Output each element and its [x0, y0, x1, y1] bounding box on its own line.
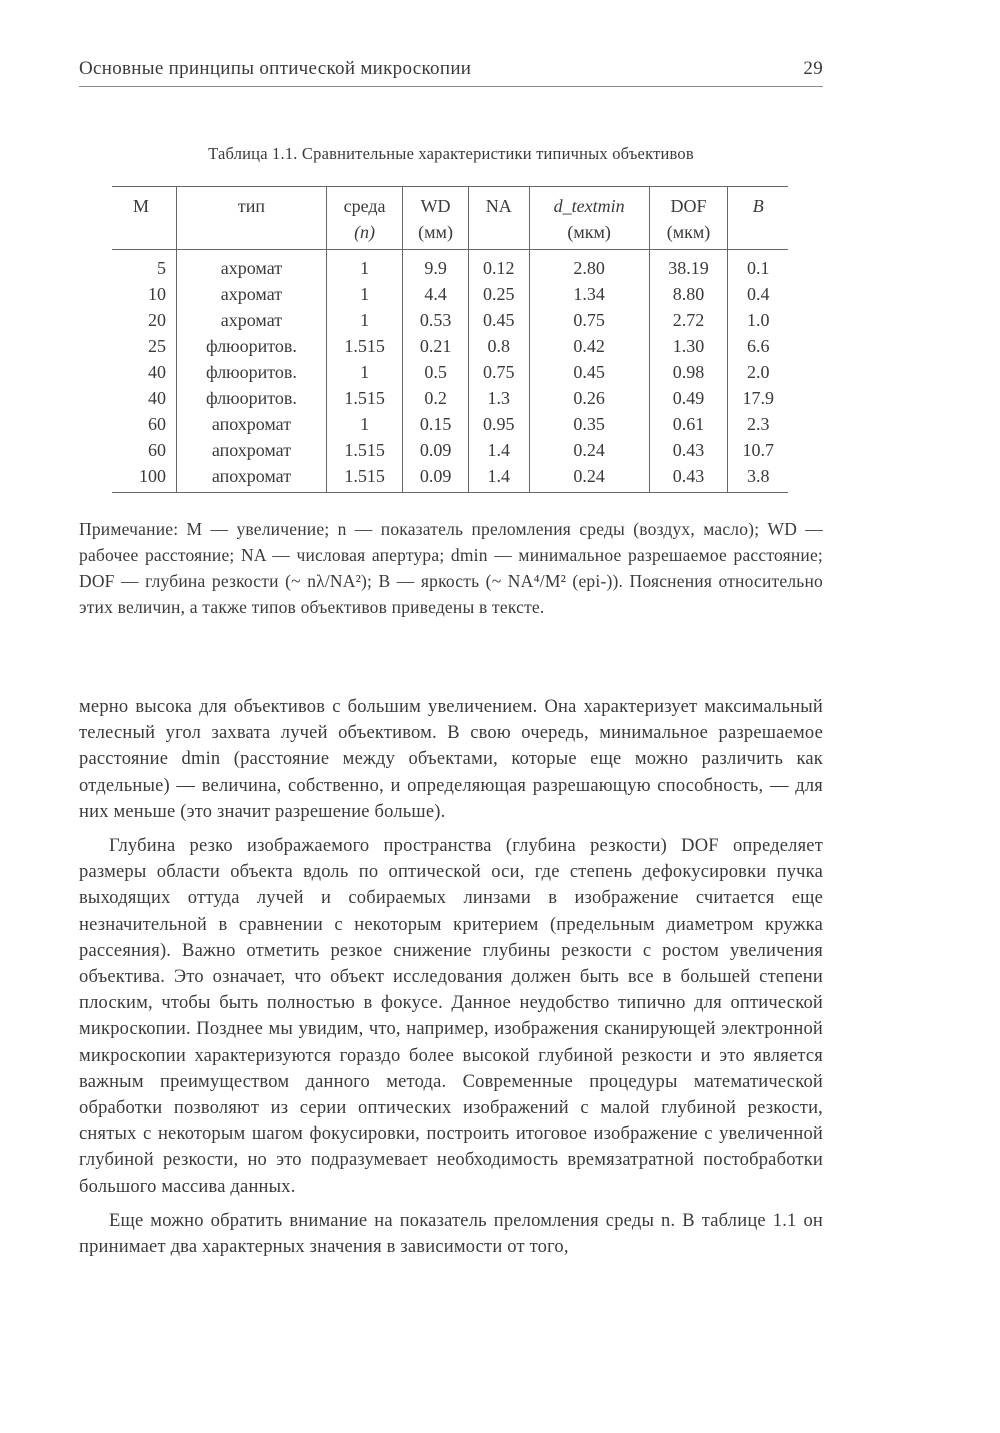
- cell-wd: 9.9: [403, 250, 469, 282]
- paragraph-2: Глубина резко изображаемого пространства (глубина резкости) DOF определяет размеры области объекта вдоль по оптической оси, где степень дефокусировки пучка выходящих оттуда лучей и собираемых линзами в изображение считается еще незначительной в сравнении с некоторым критерием (предельным диаметром кружка рассеяния). Важно отметить резкое снижение глубины резкости с ростом увеличения объектива. Это означает, что объект исследования должен быть все в большей степени плоским, чтобы быть полностью в фокусе. Данное неудобство типично для оптической микроскопии. Позднее мы увидим, что, например, изображения сканирующей электронной микроскопии характеризуются гораздо более высокой глубиной резкости и это является важным преимуществом данного метода. Современные процедуры математической обработки позволяют из серии оптических изображений с малой глубиной резкости, снятых с некоторым шагом фокусировки, построить итоговое изображение с увеличенной глубиной резкости, но это подразумевает необходимость времязатратной постобработки большого массива данных.: [79, 836, 823, 1197]
- cell-magnification: 60: [148, 414, 166, 434]
- cell-na: 0.45: [468, 307, 529, 333]
- cell-type: апохромат: [177, 411, 327, 437]
- running-head: [79, 58, 823, 80]
- cell-brightness: 2.0: [728, 359, 788, 385]
- table-row: [112, 437, 788, 463]
- cell-dmin: 0.26: [529, 385, 649, 411]
- cell-dmin: 0.24: [529, 463, 649, 493]
- cell-magnification: 10: [148, 284, 166, 304]
- cell-dmin: 0.42: [529, 333, 649, 359]
- running-head-title: Основные принципы оптической микроскопии: [79, 58, 472, 79]
- cell-na: 0.25: [468, 281, 529, 307]
- cell-wd: 0.2: [403, 385, 469, 411]
- table-header-row: [112, 187, 788, 250]
- table-row: [112, 281, 788, 307]
- cell-na: 1.3: [468, 385, 529, 411]
- cell-medium: 1.515: [326, 437, 402, 463]
- cell-na: 0.95: [468, 411, 529, 437]
- cell-brightness: 3.8: [728, 463, 788, 493]
- cell-brightness: 0.1: [728, 250, 788, 282]
- cell-magnification: 40: [148, 388, 166, 408]
- col-header-dof: DOF (мкм): [649, 187, 728, 250]
- table-caption: Таблица 1.1. Сравнительные характеристики типичных объективов: [208, 144, 694, 163]
- cell-brightness: 0.4: [728, 281, 788, 307]
- cell-dof: 0.61: [649, 411, 728, 437]
- cell-wd: 0.09: [403, 463, 469, 493]
- col-header-brightness: B: [728, 187, 788, 250]
- col-header-wd: WD (мм): [403, 187, 469, 250]
- cell-type: апохромат: [177, 463, 327, 493]
- cell-magnification: 40: [148, 362, 166, 382]
- cell-dof: 1.30: [649, 333, 728, 359]
- col-header-medium: среда (n): [326, 187, 402, 250]
- cell-dof: 38.19: [649, 250, 728, 282]
- header-rule: [79, 86, 823, 87]
- table-row: [112, 463, 788, 493]
- body-text: [79, 694, 823, 1268]
- cell-dof: 8.80: [649, 281, 728, 307]
- cell-wd: 0.15: [403, 411, 469, 437]
- cell-medium: 1: [326, 250, 402, 282]
- cell-dmin: 0.75: [529, 307, 649, 333]
- cell-brightness: 2.3: [728, 411, 788, 437]
- paragraph-3: Еще можно обратить внимание на показатель преломления среды n. В таблице 1.1 он принимает два характерных значения в зависимости от того,: [79, 1210, 823, 1258]
- col-header-magnification: M: [112, 187, 177, 250]
- cell-medium: 1: [326, 307, 402, 333]
- cell-medium: 1.515: [326, 385, 402, 411]
- cell-na: 0.8: [468, 333, 529, 359]
- paragraph-1: мерно высока для объективов с большим увеличением. Она характеризует максимальный телесный угол захвата лучей объективом. В свою очередь, минимальное разрешаемое расстояние dmin (расстояние между объектами, которые еще можно различить как отдельные) — величина, собственно, и определяющая разрешающую способность, — для них меньше (это значит разрешение больше).: [79, 697, 823, 822]
- cell-na: 1.4: [468, 437, 529, 463]
- cell-brightness: 1.0: [728, 307, 788, 333]
- cell-brightness: 10.7: [728, 437, 788, 463]
- table-row: [112, 359, 788, 385]
- page-number: 29: [803, 58, 823, 79]
- cell-dof: 2.72: [649, 307, 728, 333]
- cell-type: флюоритов.: [177, 333, 327, 359]
- cell-na: 0.75: [468, 359, 529, 385]
- cell-dmin: 2.80: [529, 250, 649, 282]
- cell-type: флюоритов.: [177, 385, 327, 411]
- cell-brightness: 6.6: [728, 333, 788, 359]
- cell-na: 1.4: [468, 463, 529, 493]
- table-body: [112, 250, 788, 493]
- cell-magnification: 25: [148, 336, 166, 356]
- cell-dof: 0.49: [649, 385, 728, 411]
- table-row: [112, 250, 788, 282]
- table-row: [112, 411, 788, 437]
- cell-magnification: 5: [157, 258, 166, 278]
- cell-type: апохромат: [177, 437, 327, 463]
- cell-type: ахромат: [177, 250, 327, 282]
- cell-brightness: 17.9: [728, 385, 788, 411]
- cell-dmin: 0.35: [529, 411, 649, 437]
- cell-wd: 0.5: [403, 359, 469, 385]
- cell-type: ахромат: [177, 307, 327, 333]
- cell-medium: 1.515: [326, 333, 402, 359]
- cell-medium: 1: [326, 411, 402, 437]
- cell-medium: 1.515: [326, 463, 402, 493]
- col-header-type: тип: [177, 187, 327, 250]
- objectives-table: [112, 186, 788, 493]
- table-row: [112, 385, 788, 411]
- cell-dof: 0.43: [649, 463, 728, 493]
- cell-wd: 4.4: [403, 281, 469, 307]
- cell-type: флюоритов.: [177, 359, 327, 385]
- cell-magnification: 100: [139, 466, 166, 486]
- table-row: [112, 333, 788, 359]
- cell-dmin: 0.24: [529, 437, 649, 463]
- cell-magnification: 20: [148, 310, 166, 330]
- cell-wd: 0.09: [403, 437, 469, 463]
- cell-medium: 1: [326, 359, 402, 385]
- cell-medium: 1: [326, 281, 402, 307]
- table-note: Примечание: M — увеличение; n — показатель преломления среды (воздух, масло); WD — рабочее расстояние; NA — числовая апертура; dmin — минимальное разрешаемое расстояние; DOF — глубина резкости (~ nλ/NA²); B — яркость (~ NA⁴/M² (epi-)). Пояснения относительно этих величин, а также типов объективов приведены в тексте.: [79, 519, 823, 617]
- table-row: [112, 307, 788, 333]
- cell-dmin: 0.45: [529, 359, 649, 385]
- cell-magnification: 60: [148, 440, 166, 460]
- cell-dof: 0.98: [649, 359, 728, 385]
- cell-dof: 0.43: [649, 437, 728, 463]
- cell-dmin: 1.34: [529, 281, 649, 307]
- cell-wd: 0.21: [403, 333, 469, 359]
- cell-wd: 0.53: [403, 307, 469, 333]
- cell-na: 0.12: [468, 250, 529, 282]
- col-header-dmin: d_textmin (мкм): [529, 187, 649, 250]
- col-header-na: NA: [468, 187, 529, 250]
- objectives-table-wrapper: [112, 186, 788, 493]
- cell-type: ахромат: [177, 281, 327, 307]
